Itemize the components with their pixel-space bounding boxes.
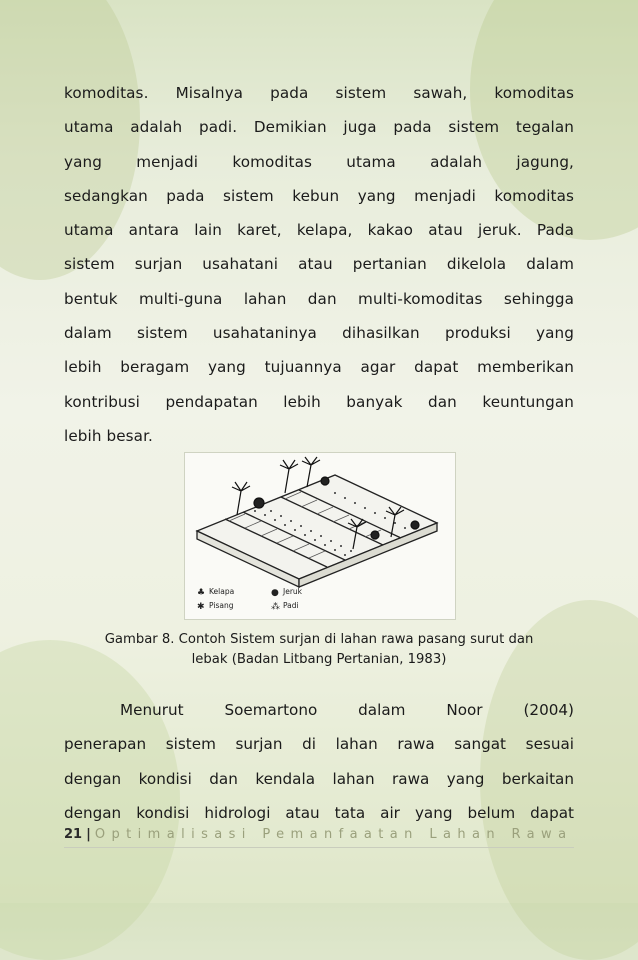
caption-line: lebak (Badan Litbang Pertanian, 1983) [191,652,447,667]
page-number: 21 [64,827,83,842]
caption-line: Gambar 8. Contoh Sistem surjan di lahan rawa pasang surut dan [104,632,534,647]
legend-padi: Padi [283,601,299,610]
svg-text:✱: ✱ [197,602,205,612]
body-text-block [64,76,574,453]
text-line: kontribusi pendapatan lebih banyak dan keuntungan [64,392,574,411]
text-line: dalam sistem usahataninya dihasilkan produksi yang [64,324,574,343]
paragraph-2 [64,693,574,830]
legend-kelapa: Kelapa [209,587,235,596]
svg-text:♣: ♣ [197,588,206,598]
svg-text:⁂: ⁂ [271,602,280,612]
paragraph-1 [64,76,574,453]
text-line: komoditas. Misalnya pada sistem sawah, komoditas [64,84,574,102]
surjan-system-figure [184,452,456,620]
text-line: yang menjadi komoditas utama adalah jagung, [64,152,574,171]
text-line: dengan kondisi hidrologi atau tata air yang belum dapat [64,803,574,822]
footer-separator: | [86,827,91,842]
text-line: penerapan sistem surjan di lahan rawa sangat sesuai [64,735,574,754]
text-line: utama antara lain karet, kelapa, kakao atau jeruk. Pada [64,221,574,240]
text-line: dengan kondisi dan kendala lahan rawa yang berkaitan [64,769,574,788]
text-line: bentuk multi-guna lahan dan multi-komoditas sehingga [64,289,574,308]
surjan-illustration [185,453,455,619]
svg-text:●: ● [271,588,279,598]
text-line: sistem surjan usahatani atau pertanian dikelola dalam [64,255,574,274]
text-line: sedangkan pada sistem kebun yang menjadi komoditas [64,186,574,205]
legend-jeruk: Jeruk [283,587,303,596]
text-line: lebih beragam yang tujuannya agar dapat memberikan [64,358,574,377]
page-footer [64,825,574,848]
text-line: Menurut Soemartono dalam Noor (2004) [120,701,574,719]
text-line: utama adalah padi. Demikian juga pada sistem tegalan [64,118,574,137]
running-title: Optimalisasi Pemanfaatan Lahan Rawa [94,827,573,842]
text-line: lebih besar. [64,426,153,445]
figure-caption [76,630,562,670]
legend-pisang: Pisang [209,601,234,610]
